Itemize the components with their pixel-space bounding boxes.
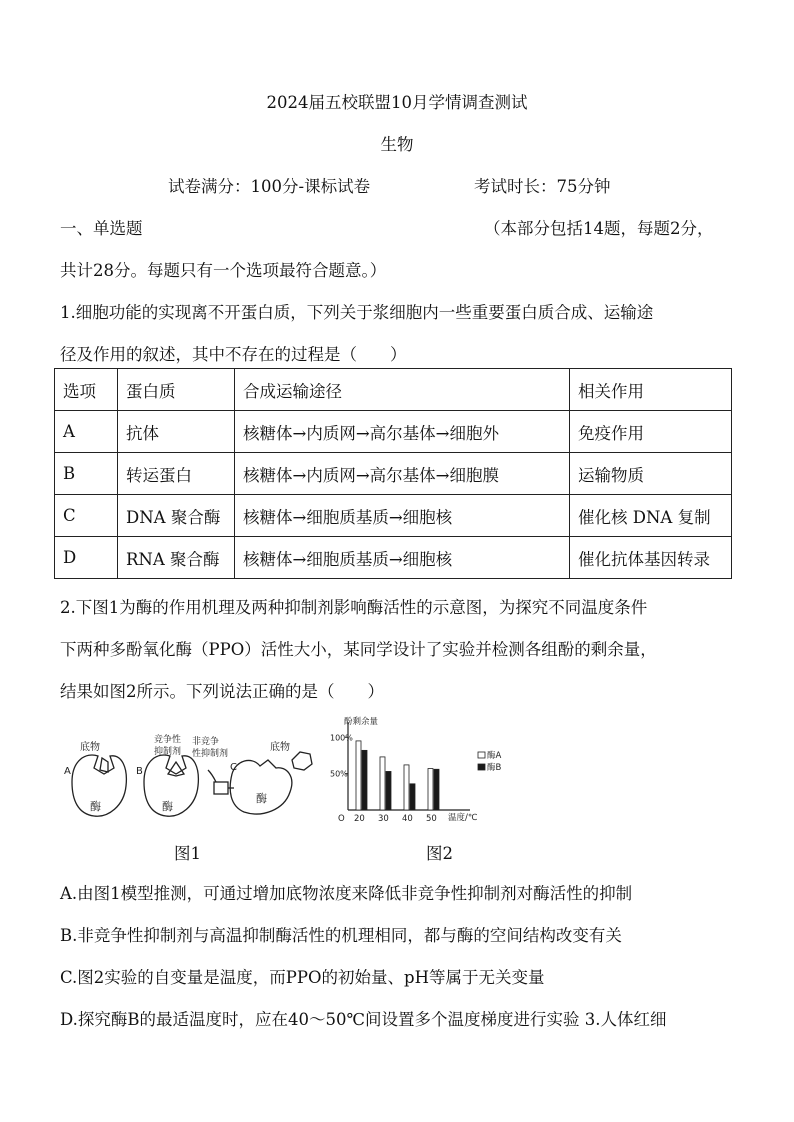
fig1-competitive-line2: 抑制剂 — [154, 747, 182, 757]
section-name: 一、单选题 — [60, 219, 143, 238]
x-tick-label: 20 — [354, 814, 365, 824]
x-axis-label: 温度/℃ — [448, 813, 478, 823]
bar-a-50 — [428, 769, 433, 810]
table-header-row — [55, 369, 732, 411]
table-cell: 运输物质 — [570, 453, 732, 495]
table-cell: 核糖体→内质网→高尔基体→细胞膜 — [235, 453, 570, 495]
fig1-enzyme-label-b: 酶 — [162, 800, 173, 813]
section-note-line1: （本部分包括14题，每题2分， — [484, 219, 714, 238]
q2-stem-line2: 下两种多酚氧化酶（PPO）活性大小，某同学设计了实验并检测各组酚的剩余量， — [60, 640, 657, 659]
q2-option-d: D.探究酶B的最适温度时，应在40～50℃间设置多个温度梯度进行实验 3.人体红细 — [60, 1010, 667, 1029]
chart-bars — [356, 741, 439, 810]
table-cell: RNA 聚合酶 — [118, 537, 235, 579]
y-tick-label: 50% — [330, 769, 348, 779]
table-header-cell: 相关作用 — [570, 369, 732, 411]
bar-b-30 — [386, 771, 391, 810]
y-tick-label: 100% — [330, 733, 353, 743]
fig1-label-b: B — [136, 766, 143, 777]
fig1-label-a: A — [64, 766, 71, 777]
y-axis-label: 酚剩余量 — [344, 717, 379, 727]
bar-b-40 — [410, 784, 415, 810]
table-cell: 核糖体→细胞质基质→细胞核 — [235, 495, 570, 537]
table-cell: 转运蛋白 — [118, 453, 235, 495]
fig1-competitive-line1: 竞争性 — [154, 735, 182, 745]
table-cell: B — [55, 453, 118, 495]
fig1-substrate-label: 底物 — [80, 742, 100, 753]
table-header-cell: 选项 — [55, 369, 118, 411]
q2-stem-line3: 结果如图2所示。下列说法正确的是（ ） — [60, 682, 384, 701]
full-score: 试卷满分：100分-课标试卷 — [168, 177, 371, 196]
table-cell: C — [55, 495, 118, 537]
table-row — [55, 537, 732, 579]
fig1-label-c: C — [230, 762, 237, 773]
table-cell: DNA 聚合酶 — [118, 495, 235, 537]
fig1-enzyme-label-c: 酶 — [256, 792, 267, 805]
exam-subject: 生物 — [380, 135, 414, 154]
section-note-line2: 共计28分。每题只有一个选项最符合题意。） — [60, 261, 387, 280]
table-row — [55, 495, 732, 537]
table-cell: D — [55, 537, 118, 579]
bar-b-50 — [434, 769, 439, 810]
figure-2-bar-chart — [330, 714, 510, 826]
table-header-cell: 蛋白质 — [118, 369, 235, 411]
bar-b-20 — [362, 750, 367, 810]
chart-legend — [478, 750, 502, 773]
table-header-cell: 合成运输途径 — [235, 369, 570, 411]
table-row — [55, 453, 732, 495]
q2-stem-line1: 2.下图1为酶的作用机理及两种抑制剂影响酶活性的示意图，为探究不同温度条件 — [60, 598, 648, 617]
exam-title: 2024届五校联盟10月学情调查测试 — [266, 93, 528, 112]
q2-option-a: A.由图1模型推测，可通过增加底物浓度来降低非竞争性抑制剂对酶活性的抑制 — [60, 884, 633, 903]
figure-1-caption: 图1 — [174, 844, 201, 863]
table-cell: 免疫作用 — [570, 411, 732, 453]
legend-label-b: 酶B — [487, 763, 502, 773]
bar-a-40 — [404, 765, 409, 810]
bar-a-20 — [356, 741, 361, 810]
figure-2-caption: 图2 — [426, 844, 453, 863]
table-row — [55, 411, 732, 453]
fig1-noncompetitive-line2: 性抑制剂 — [192, 749, 229, 759]
fig1-noncompetitive-line1: 非竞争 — [192, 737, 220, 747]
q1-stem-line1: 1.细胞功能的实现离不开蛋白质，下列关于浆细胞内一些重要蛋白质合成、运输途 — [60, 303, 654, 322]
table-cell: 催化抗体基因转录 — [570, 537, 732, 579]
exam-duration: 考试时长：75分钟 — [474, 177, 611, 196]
origin-label: O — [338, 814, 345, 824]
fig1-enzyme-label-a: 酶 — [90, 800, 101, 813]
legend-label-a: 酶A — [487, 751, 502, 761]
legend-swatch-b — [478, 764, 485, 770]
q1-table — [54, 368, 732, 579]
table-cell: 抗体 — [118, 411, 235, 453]
table-cell: 催化核 DNA 复制 — [570, 495, 732, 537]
q2-option-c: C.图2实验的自变量是温度，而PPO的初始量、pH等属于无关变量 — [60, 968, 545, 987]
legend-swatch-a — [478, 752, 485, 758]
table-cell: 核糖体→内质网→高尔基体→细胞外 — [235, 411, 570, 453]
table-cell: A — [55, 411, 118, 453]
x-tick-label: 30 — [378, 814, 389, 824]
x-tick-label: 40 — [402, 814, 413, 824]
bar-a-30 — [380, 757, 385, 810]
table-cell: 核糖体→细胞质基质→细胞核 — [235, 537, 570, 579]
fig1-substrate-c-label: 底物 — [270, 742, 290, 753]
q2-option-b: B.非竞争性抑制剂与高温抑制酶活性的机理相同，都与酶的空间结构改变有关 — [60, 926, 622, 945]
x-tick-label: 50 — [426, 814, 437, 824]
figure-1-diagram — [64, 730, 340, 826]
q1-stem-line2: 径及作用的叙述，其中不存在的过程是（ ） — [60, 345, 407, 364]
